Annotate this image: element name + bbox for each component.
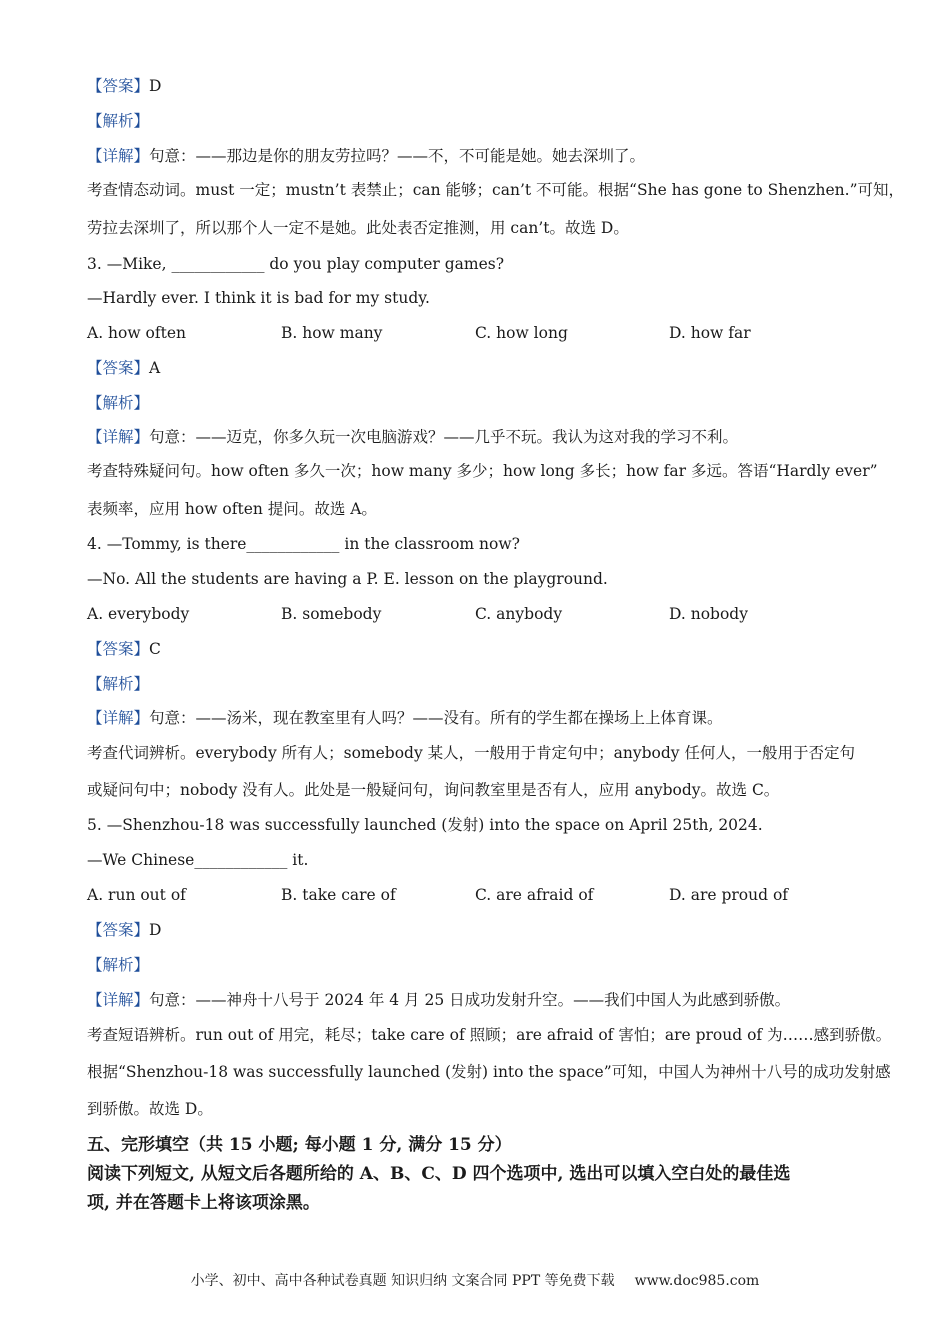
explanation-line: 或疑问句中；nobody 没有人。此处是一般疑问句，询问教室里是否有人，应用 anybody。故选 C。 xyxy=(87,781,780,799)
detail-text: 句意：——神舟十八号于 2024 年 4 月 25 日成功发射升空。——我们中国人为此感到骄傲。 xyxy=(149,991,791,1009)
answer-value: A xyxy=(149,359,161,377)
answer-line-q5 xyxy=(87,920,161,940)
explanation-line: 表频率，应用 how often 提问。故选 A。 xyxy=(87,500,377,518)
analysis-tag: 【解析】 xyxy=(87,394,150,412)
explanation-line: 考查短语辨析。run out of 用完，耗尽；take care of 照顾；are afraid of 害怕；are proud of 为……感到骄傲。 xyxy=(87,1026,892,1044)
explanation-line: 考查情态动词。must 一定；mustn’t 表禁止；can 能够；can’t 不可能。根据“She has gone to Shenzhen.”可知， xyxy=(87,181,905,199)
detail-text: 句意：——迈克，你多久玩一次电脑游戏？——几乎不玩。我认为这对我的学习不利。 xyxy=(149,428,739,446)
option-d: D. are proud of xyxy=(669,886,789,904)
option-a: A. how often xyxy=(87,324,187,342)
detail-tag: 【详解】 xyxy=(87,147,150,165)
detail-line-q5 xyxy=(87,990,790,1010)
analysis-tag: 【解析】 xyxy=(87,112,150,130)
answer-tag: 【答案】 xyxy=(87,640,150,658)
question-stem-q4: 4. —Tommy, is there____________ in the classroom now? xyxy=(87,535,520,553)
detail-line-q4 xyxy=(87,708,723,728)
question-reply-q3: —Hardly ever. I think it is bad for my study. xyxy=(87,289,430,307)
detail-tag: 【详解】 xyxy=(87,709,150,727)
explanation-line: 根据“Shenzhou-18 was successfully launched (发射) into the space”可知，中国人为神州十八号的成功发射感 xyxy=(87,1063,891,1081)
answer-value: D xyxy=(149,921,162,939)
option-c: C. how long xyxy=(475,324,568,342)
detail-line-q3 xyxy=(87,427,738,447)
section-instructions: 阅读下列短文, 从短文后各题所给的 A、B、C、D 四个选项中, 选出可以填入空白处的最佳选 xyxy=(87,1164,791,1184)
explanation-line: 到骄傲。故选 D。 xyxy=(87,1100,213,1118)
footer-link[interactable]: www.doc985.com xyxy=(634,1273,760,1289)
question-reply-q5: —We Chinese____________ it. xyxy=(87,851,309,869)
page-footer xyxy=(0,1270,950,1290)
answer-tag: 【答案】 xyxy=(87,921,150,939)
answer-tag: 【答案】 xyxy=(87,359,150,377)
explanation-line: 考查代词辨析。everybody 所有人；somebody 某人，一般用于肯定句中；anybody 任何人，一般用于否定句 xyxy=(87,744,855,762)
detail-text: 句意：——那边是你的朋友劳拉吗？——不，不可能是她。她去深圳了。 xyxy=(149,147,646,165)
answer-line-q3 xyxy=(87,358,160,378)
section-title: 五、完形填空（共 15 小题; 每小题 1 分, 满分 15 分） xyxy=(87,1135,512,1155)
question-stem-q5: 5. —Shenzhou-18 was successfully launched (发射) into the space on April 25th, 2024. xyxy=(87,816,763,834)
analysis-tag: 【解析】 xyxy=(87,956,150,974)
option-c: C. are afraid of xyxy=(475,886,594,904)
section-instructions: 项, 并在答题卡上将该项涂黑。 xyxy=(87,1193,320,1213)
option-b: B. somebody xyxy=(281,605,382,623)
answer-value: C xyxy=(149,640,161,658)
explanation-line: 考查特殊疑问句。how often 多久一次；how many 多少；how long 多长；how far 多远。答语“Hardly ever” xyxy=(87,462,878,480)
option-a: A. run out of xyxy=(87,886,186,904)
option-d: D. how far xyxy=(669,324,751,342)
analysis-tag: 【解析】 xyxy=(87,675,150,693)
answer-line-q2 xyxy=(87,76,161,96)
answer-line-q4 xyxy=(87,639,161,659)
option-d: D. nobody xyxy=(669,605,748,623)
option-c: C. anybody xyxy=(475,605,563,623)
question-stem-q3: 3. —Mike, ____________ do you play computer games? xyxy=(87,255,505,273)
option-b: B. take care of xyxy=(281,886,396,904)
answer-tag: 【答案】 xyxy=(87,77,150,95)
question-reply-q4: —No. All the students are having a P. E. lesson on the playground. xyxy=(87,570,608,588)
detail-tag: 【详解】 xyxy=(87,428,150,446)
option-a: A. everybody xyxy=(87,605,190,623)
answer-value: D xyxy=(149,77,162,95)
detail-text: 句意：——汤米，现在教室里有人吗？——没有。所有的学生都在操场上上体育课。 xyxy=(149,709,723,727)
explanation-line: 劳拉去深圳了，所以那个人一定不是她。此处表否定推测，用 can’t。故选 D。 xyxy=(87,219,629,237)
detail-line-q2 xyxy=(87,146,645,166)
footer-text: 小学、初中、高中各种试卷真题 知识归纳 文案合同 PPT 等免费下载 xyxy=(190,1273,615,1289)
option-b: B. how many xyxy=(281,324,383,342)
detail-tag: 【详解】 xyxy=(87,991,150,1009)
